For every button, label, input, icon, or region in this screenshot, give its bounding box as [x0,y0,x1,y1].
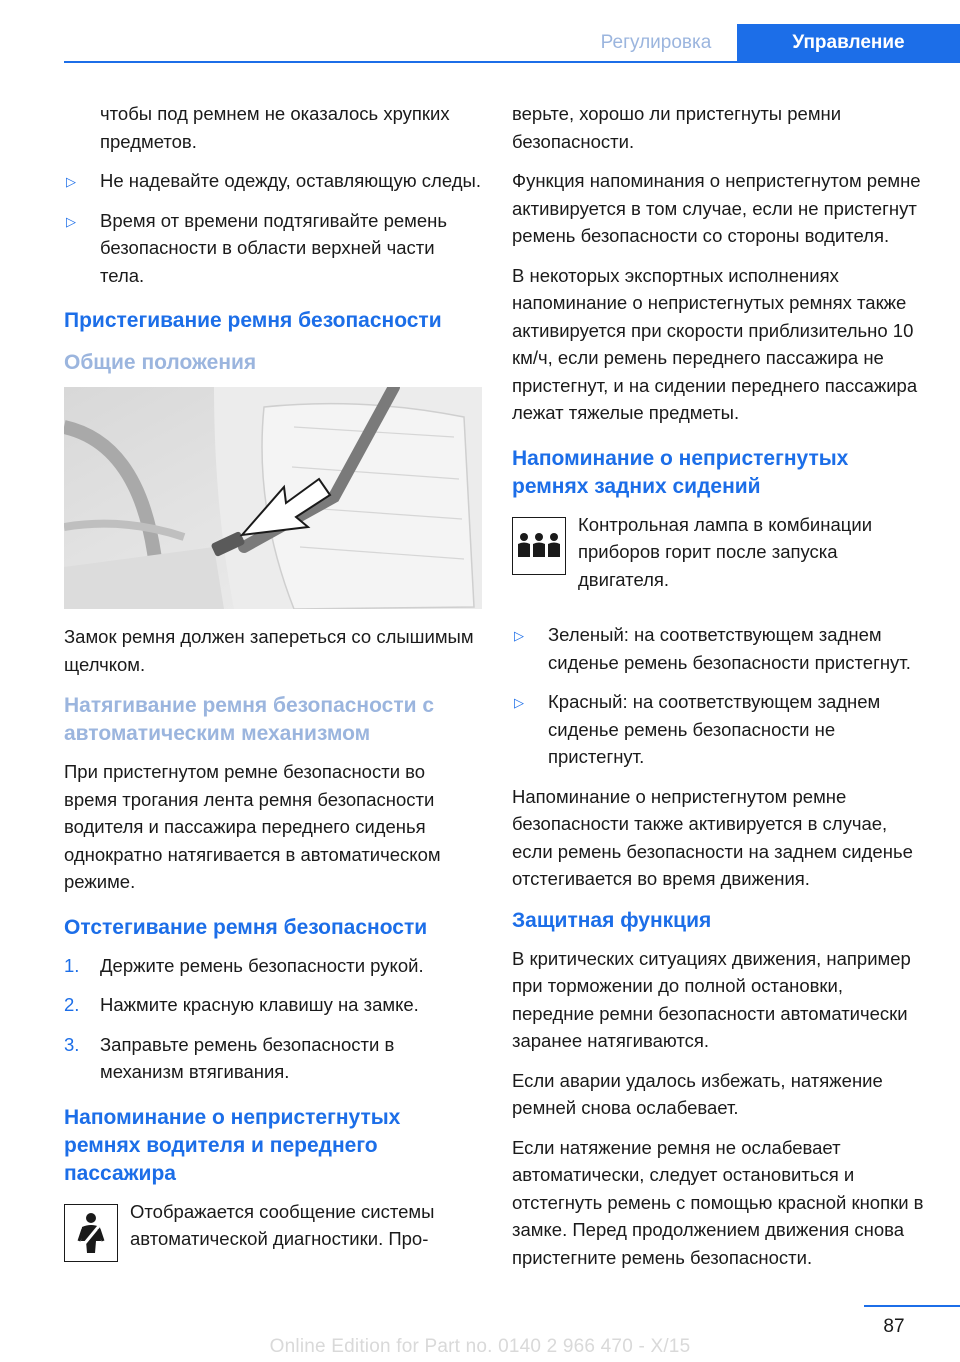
steps-list [64,952,482,1086]
header-rule [64,61,960,63]
seatbelt-person-icon [64,1204,118,1262]
list-item: 2. Нажмите красную клавишу на замке. [64,994,419,1015]
rear-reminder-text: Напоминание о непристегнутом ремне безопасности также активируется в случае, если ремень безопасности на заднем сиденье отстегивается во время движения. [512,785,913,889]
list-item: 1. Держите ремень безопасности рукой. [64,954,424,976]
right-column [512,100,928,1283]
left-column [64,100,482,1281]
list-item: ▷ Зеленый: на соответствующем заднем сиденье ремень безопасности пристегнут. [514,624,911,673]
seatbelt-buckle-photo [64,387,482,609]
rear-seats-icon [512,517,566,575]
reminder-front-text: Отображается сообщение системы автоматической диагностики. Про- [130,1200,435,1249]
heading-unfasten: Отстегивание ремня безопасности [64,915,428,939]
export-versions-text: В некоторых экспортных исполнениях напоминание о непристегнутых ремнях также активируется при скорости приблизительно 10 км/ч, если ремень переднего пассажира не пристегнут, и на сидении переднего пассажира лежат тяжелые предметы. [512,264,918,423]
subheading-general: Общие положения [64,351,257,374]
seatbelt-photo-illustration [64,387,482,609]
protect-text-3: Если натяжение ремня не ослабевает автоматически, следует остановиться и отстегнуть ремень с помощью красной кнопки в замке. Перед продолжением движения снова пристегните ремень безопасности. [512,1136,924,1268]
protect-text-1: В критических ситуациях движения, например при торможении до полной остановки, передние ремни безопасности автоматически заранее натягиваются. [512,947,911,1051]
reminder-activation-text: Функция напоминания о непристегнутом ремне активируется в том случае, если не пристегнут ремень безопасности со стороны водителя. [512,170,921,246]
rear-lamp-text: Контрольная лампа в комбинации приборов горит после запуска двигателя. [578,513,873,590]
triangle-right-icon: ▷ [66,213,76,229]
photo-caption: Замок ремня должен запереться со слышимым щелчком. [64,626,474,675]
bullet-list [64,167,482,289]
auto-tension-text: При пристегнутом ремне безопасности во время трогания лента ремня безопасности водителя и пассажира переднего сиденья однократно натягивается в автоматическом режиме. [64,761,441,892]
heading-reminder-front: Напоминание о непристегнутых ремнях водителя и переднего пассажира [64,1105,401,1185]
reminder-front-row [64,1198,482,1265]
tab-regulirovka[interactable]: Регулировка [600,32,712,53]
bullet-list [512,621,928,771]
heading-protect: Защитная функция [512,908,712,932]
list-item: 3. Заправьте ремень безопасности в механизм втягивания. [64,1033,395,1082]
list-item: ▷ Время от времени подтягивайте ремень безопасности в области верхней части тела. [66,209,448,286]
triangle-right-icon: ▷ [66,174,76,189]
triangle-right-icon: ▷ [514,695,524,710]
continued-text: верьте, хорошо ли пристегнуты ремни безопасности. [512,103,842,152]
reminder-rear-row [512,511,928,606]
protect-text-2: Если аварии удалось избежать, натяжение ремней снова ослабевает. [512,1069,883,1118]
heading-fasten: Пристегивание ремня безопасности [64,309,442,332]
heading-reminder-rear: Напоминание о непристегнутых ремнях задних сидений [512,446,849,498]
footer-rule [864,1305,960,1307]
continued-text: чтобы под ремнем не оказалось хрупких предметов. [100,103,450,152]
list-item: ▷ Не надевайте одежду, оставляющую следы. [64,167,482,195]
triangle-right-icon: ▷ [514,628,524,643]
page-number: 87 [883,1316,905,1337]
list-item: ▷ Красный: на соответствующем заднем сиденье ремень безопасности не пристегнут. [514,691,881,767]
tab-upravlenie[interactable]: Управление [737,24,960,62]
footer-edition: Online Edition for Part no. 0140 2 966 470 - X/15 [269,1336,691,1357]
subheading-auto-tension: Натягивание ремня безопасности с автоматическим механизмом [64,694,435,745]
